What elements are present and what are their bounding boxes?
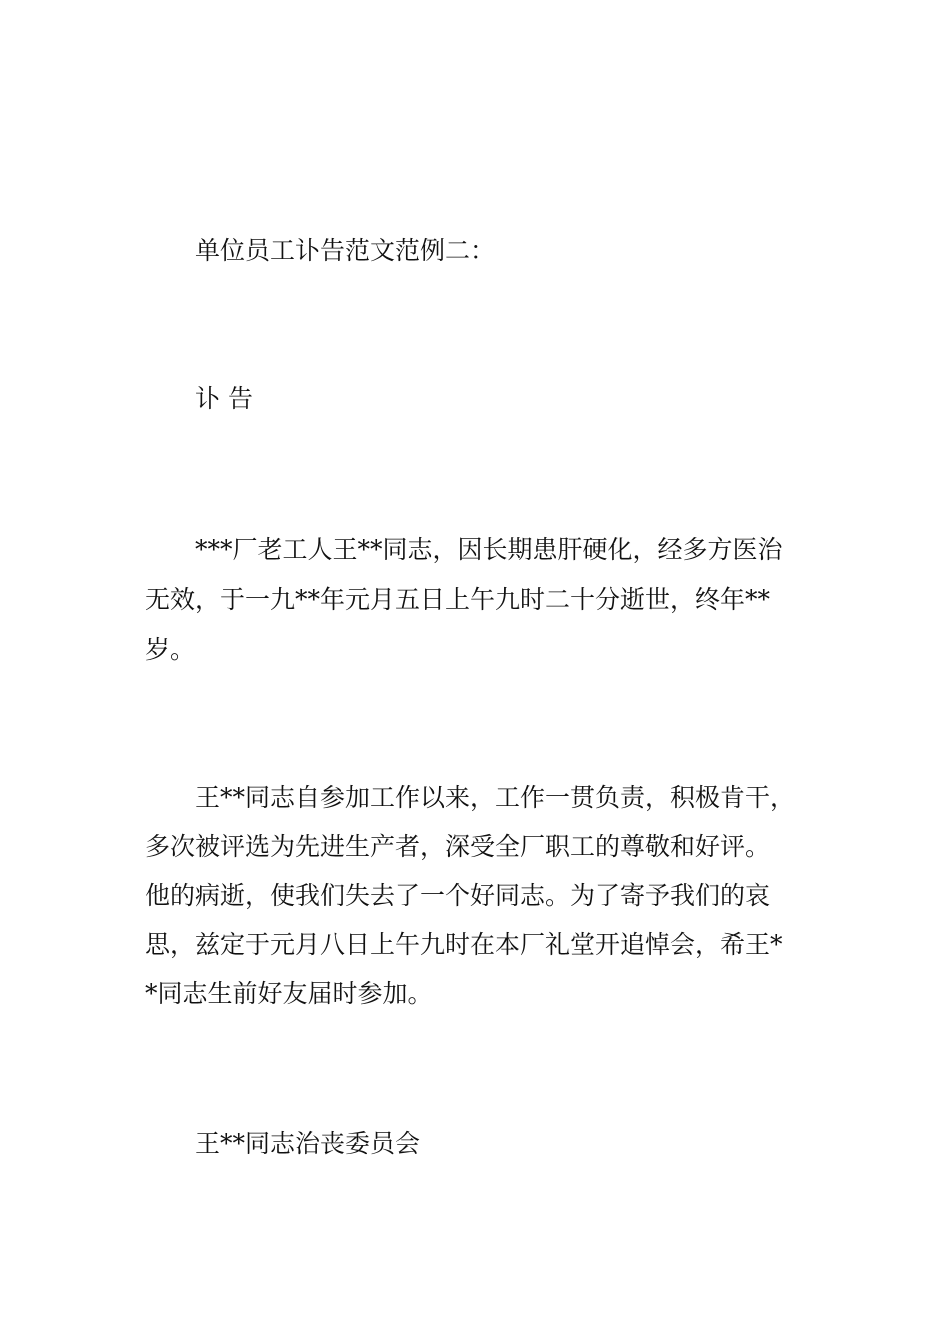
- paragraph2-line3: 他的病逝，使我们失去了一个好同志。为了寄予我们的哀: [145, 881, 771, 910]
- paragraph1-line2: 无效，于一九**年元月五日上午九时二十分逝世，终年**: [145, 585, 771, 614]
- paragraph2-line5: *同志生前好友届时参加。: [145, 979, 433, 1008]
- signature: 王**同志治丧委员会: [195, 1129, 421, 1158]
- paragraph2-line4: 思，兹定于元月八日上午九时在本厂礼堂开追悼会，希王*: [145, 930, 783, 959]
- paragraph1-line1: ***厂老工人王**同志，因长期患肝硬化，经多方医治: [195, 535, 783, 564]
- section-heading: 单位员工讣告范文范例二：: [195, 236, 496, 265]
- paragraph2-line1: 王**同志自参加工作以来，工作一贯负责，积极肯干，: [195, 783, 796, 812]
- obituary-title: 讣 告: [195, 384, 253, 413]
- paragraph1-line3: 岁。: [145, 635, 196, 664]
- paragraph2-line2: 多次被评选为先进生产者，深受全厂职工的尊敬和好评。: [145, 832, 771, 861]
